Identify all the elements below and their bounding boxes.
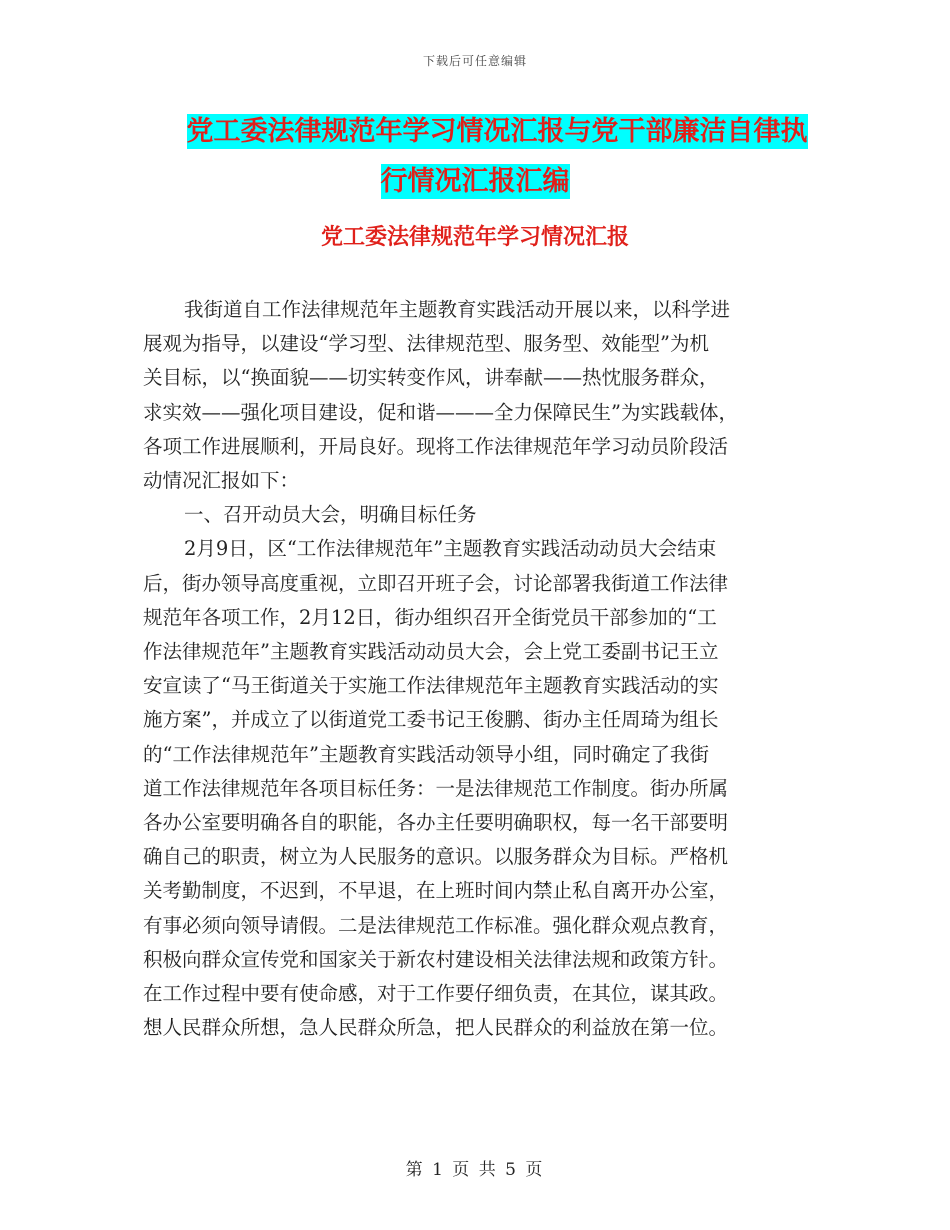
body-line: 求实效——强化项目建设，促和谐———全力保障民生”为实践载体， [143,400,738,424]
section-title: 党工委法律规范年学习情况汇报 [320,225,629,250]
body-line: 动情况汇报如下： [143,469,300,493]
subheading-line: 一、召开动员大会，明确目标任务 [184,503,477,527]
body-line: 展观为指导，以建设“学习型、法律规范型、服务型、效能型”为机 [143,332,709,356]
body-line: 我街道自工作法律规范年主题教育实践活动开展以来，以科学进 [184,298,731,321]
body-text [143,293,808,1045]
body-line: 2月9日，区“工作法律规范年”主题教育实践活动动员大会结束 [184,537,717,561]
body-line: 积极向群众宣传党和国家关于新农村建设相关法律法规和政策方针。 [143,947,729,971]
body-line: 想人民群众所想，急人民群众所急，把人民群众的利益放在第一位。 [143,1016,729,1040]
body-line: 各项工作进展顺利，开局良好。现将工作法律规范年学习动员阶段活 [143,434,729,458]
body-line: 在工作过程中要有使命感，对于工作要仔细负责，在其位，谋其政。 [143,982,729,1006]
body-line: 有事必须向领导请假。二是法律规范工作标准。强化群众观点教育， [143,913,729,937]
body-line: 安宣读了“马王街道关于实施工作法律规范年主题教育实践活动的实 [143,674,719,698]
body-line: 关考勤制度，不迟到，不早退，在上班时间内禁止私自离开办公室， [143,879,729,903]
body-line: 关目标，以“换面貌——切实转变作风，讲奉献——热忱服务群众， [143,366,719,390]
title-line-2: 行情况汇报汇编 [380,166,570,197]
page-number: 第 1 页 共 5 页 [405,1160,545,1180]
body-line: 规范年各项工作，2月12日，街办组织召开全街党员干部参加的“工 [143,605,717,629]
body-line: 道工作法律规范年各项目标任务：一是法律规范工作制度。街办所属 [143,776,729,800]
document-title [0,110,950,204]
body-line: 确自己的职责，树立为人民服务的意识。以服务群众为目标。严格机 [143,845,729,869]
title-line-1: 党工委法律规范年学习情况汇报与党干部廉洁自律执 [186,116,808,147]
body-line: 后，街办领导高度重视，立即召开班子会，讨论部署我街道工作法律 [143,571,729,595]
body-line: 的“工作法律规范年”主题教育实践活动领导小组，同时确定了我街 [143,742,709,766]
body-line: 施方案”，并成立了以街道党工委书记王俊鹏、街办主任周琦为组长 [143,708,719,732]
body-line: 作法律规范年”主题教育实践活动动员大会，会上党工委副书记王立 [143,640,719,664]
body-line: 各办公室要明确各自的职能，各办主任要明确职权，每一名干部要明 [143,811,729,835]
page-header-note: 下载后可任意编辑 [422,54,527,68]
